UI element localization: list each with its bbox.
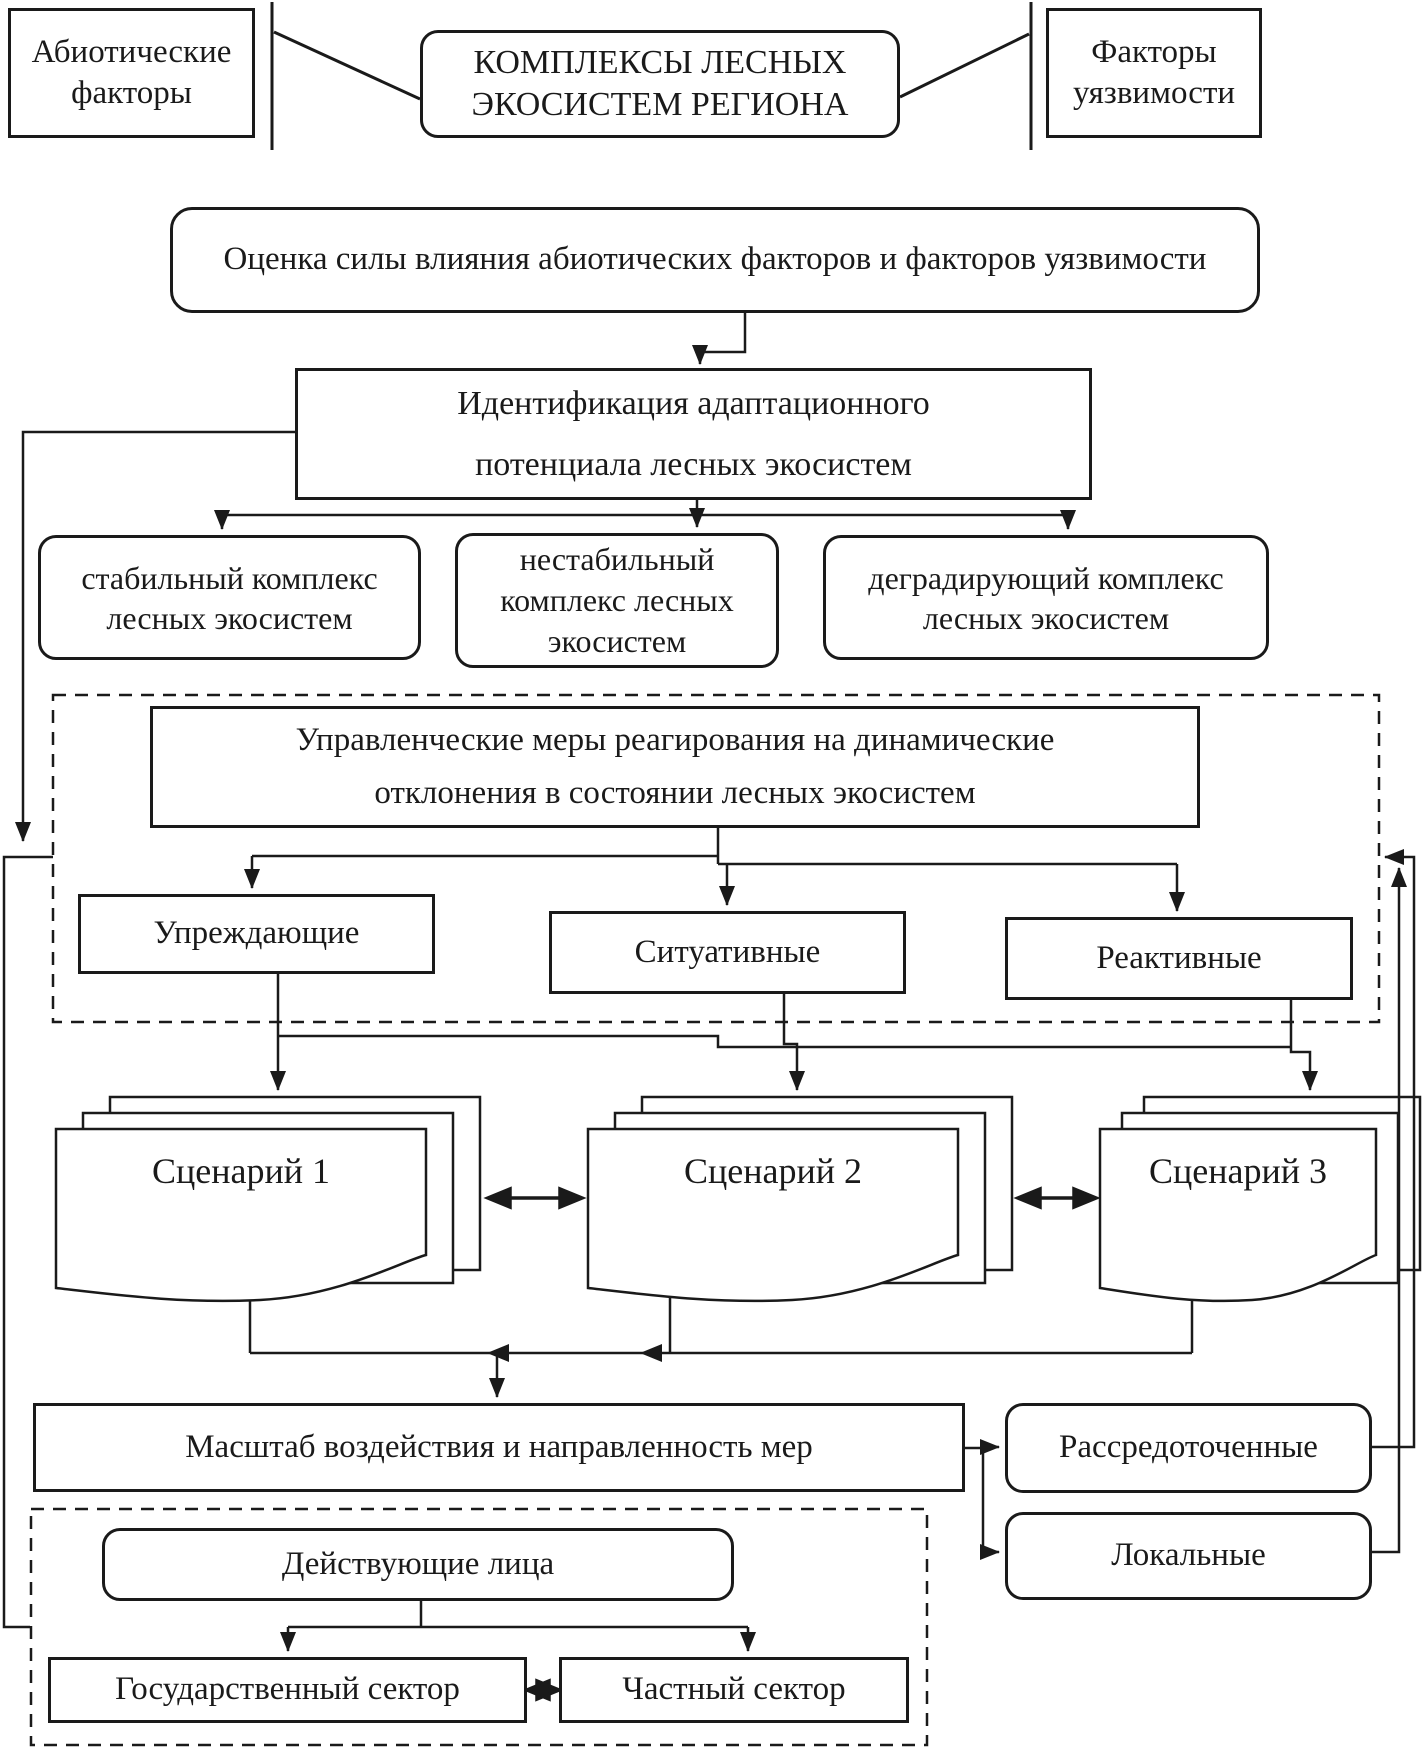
node-label: Реактивные bbox=[1096, 939, 1262, 976]
node-scenario-1-label: Сценарий 1 bbox=[151, 1151, 331, 1191]
node-stable-complex bbox=[38, 535, 421, 660]
node-degrading-complex bbox=[823, 535, 1269, 660]
node-label: КОМПЛЕКСЫ ЛЕСНЫХ bbox=[473, 43, 847, 81]
sector-exchange-arrow bbox=[527, 1681, 559, 1699]
node-label: нестабильный bbox=[519, 541, 715, 578]
node-adaptation-potential-identification bbox=[295, 368, 1092, 500]
node-label: Локальные bbox=[1111, 1537, 1266, 1574]
node-label: экосистем bbox=[547, 622, 687, 659]
node-local-measures bbox=[1005, 1512, 1372, 1600]
node-label: Упреждающие bbox=[153, 915, 360, 952]
node-label: Оценка силы влияния абиотических факторов и факторов уязвимости bbox=[223, 241, 1207, 278]
node-label: Управленческие меры реагирования на динамические bbox=[295, 722, 1055, 759]
node-impact-scale bbox=[33, 1403, 965, 1492]
node-private-sector bbox=[559, 1657, 909, 1723]
node-label: деградирующий комплекс bbox=[868, 559, 1224, 596]
node-actors bbox=[102, 1528, 734, 1601]
node-label: Идентификация адаптационного bbox=[457, 384, 930, 422]
node-label: лесных экосистем bbox=[106, 599, 353, 636]
node-public-sector bbox=[48, 1657, 527, 1723]
node-label: Частный сектор bbox=[622, 1671, 846, 1708]
node-vulnerability-factors bbox=[1046, 8, 1262, 138]
node-label: Масштаб воздействия и направленность мер bbox=[185, 1428, 813, 1465]
node-scenario-3-label: Сценарий 3 bbox=[1148, 1151, 1328, 1191]
node-label: Рассредоточенные bbox=[1059, 1429, 1318, 1466]
node-impact-assessment bbox=[170, 207, 1260, 313]
node-measure-situational bbox=[549, 911, 906, 994]
node-abiotic-factors bbox=[8, 8, 255, 138]
node-forest-ecosystem-complexes-title bbox=[420, 30, 900, 138]
node-label: потенциала лесных экосистем bbox=[475, 446, 912, 483]
node-label: комплекс лесных bbox=[500, 582, 734, 619]
scenario-1-stack bbox=[56, 1097, 480, 1301]
node-label: Действующие лица bbox=[281, 1545, 555, 1582]
node-label: Факторы bbox=[1091, 33, 1217, 70]
node-label: ЭКОСИСТЕМ РЕГИОНА bbox=[471, 86, 849, 123]
node-measure-reactive bbox=[1005, 917, 1353, 1000]
node-label: Абиотические bbox=[31, 33, 232, 70]
node-dispersed-measures bbox=[1005, 1403, 1372, 1493]
node-scenario-2-label: Сценарий 2 bbox=[683, 1151, 863, 1191]
node-management-measures bbox=[150, 706, 1200, 828]
node-label: Ситуативные bbox=[634, 933, 821, 970]
scenario-3-stack bbox=[1100, 1097, 1420, 1301]
node-measure-preventive bbox=[78, 894, 435, 974]
node-label: факторы bbox=[71, 75, 192, 111]
node-label: лесных экосистем bbox=[922, 599, 1170, 636]
node-unstable-complex bbox=[455, 533, 779, 668]
node-label: Государственный сектор bbox=[115, 1671, 460, 1708]
node-label: уязвимости bbox=[1072, 75, 1236, 111]
node-label: отклонения в состоянии лесных экосистем bbox=[374, 775, 976, 811]
node-label: стабильный комплекс bbox=[81, 559, 378, 596]
scenario-2-stack bbox=[588, 1097, 1012, 1301]
